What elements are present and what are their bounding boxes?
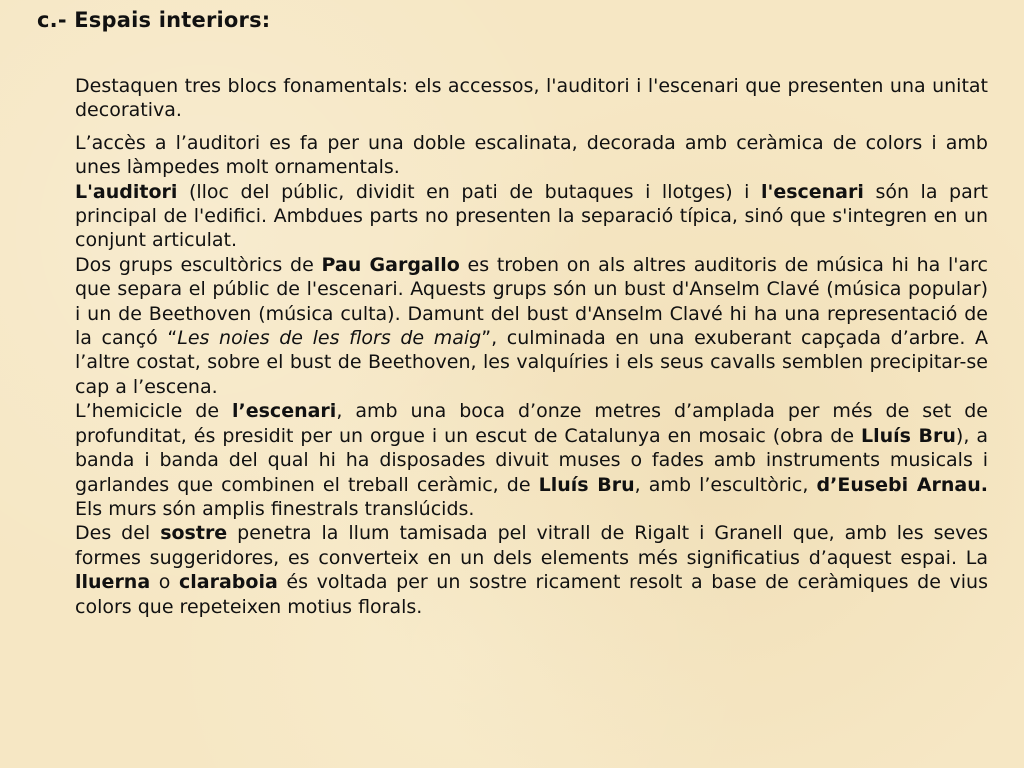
text-span: penetra la llum tamisada pel vitrall de Rigalt i Granell que, amb les seves formes suggeridores, es converteix en un dels elements més significatius d’aquest espai. La <box>75 522 988 569</box>
text-span: , amb una boca d’onze metres d’amplada per més de set de profunditat, és presidit per un orgue i un escut de Catalunya en mosaic (obra de <box>75 400 988 447</box>
text-span: o <box>150 571 179 594</box>
bold-lluis-bru: Lluís Bru <box>861 424 956 447</box>
italic-song-title: Les noies de les flors de maig <box>177 327 482 350</box>
paragraph-sostre <box>75 521 988 619</box>
bold-pau-gargallo: Pau Gargallo <box>321 253 460 276</box>
text-span: ), a banda i banda del qual hi ha disposades divuit muses o fades amb instruments musicals i garlandes que combinen el treball ceràmic, de <box>75 424 988 496</box>
text-span: ”, culminada en una exuberant capçada d’arbre. A l’altre costat, sobre el bust de Beethoven, les valquíries i els seus cavalls semblen precipitar-se cap a l’escena. <box>75 327 989 398</box>
bold-eusebi-arnau: d’Eusebi Arnau. <box>816 473 988 496</box>
bold-escenari-2: l’escenari <box>232 400 337 423</box>
paragraph-acces: L’accès a l’auditori es fa per una doble escalinata, decorada amb ceràmica de colors i amb unes làmpedes molt ornamentals. <box>75 131 988 179</box>
text-span: L’hemicicle de <box>75 400 232 423</box>
text-span: , amb l’escultòric, <box>634 473 817 496</box>
text-span: es troben on als altres auditoris de música hi ha l'arc que separa el públic de l'escenari. Aquests grups són un bust d'Anselm Clavé (música popular) i un de Beethoven (música culta). Damunt del bust d'Anselm Clavé hi ha una representació de la cançó “ <box>75 253 988 350</box>
bold-escenari: l'escenari <box>760 180 864 203</box>
slide-body <box>75 74 988 619</box>
bold-auditori: L'auditori <box>75 180 178 203</box>
bold-lluis-bru-2: Lluís Bru <box>538 473 635 496</box>
slide-title: c.- Espais interiors: <box>37 8 271 32</box>
paragraph-blocs: Destaquen tres blocs fonamentals: els accessos, l'auditori i l'escenari que presenten una unitat decorativa. <box>75 75 988 122</box>
paragraph-hemicicle <box>75 399 988 521</box>
text-span: (lloc del públic, dividit en pati de butaques i llotges) i <box>177 180 761 203</box>
bold-sostre: sostre <box>160 522 228 545</box>
text-span: són la part principal de l'edifici. Ambdues parts no presenten la separació típica, sinó que s'integren en un conjunt articulat. <box>75 180 988 252</box>
paragraph-grups-escultorics <box>75 253 988 399</box>
paragraph-auditori <box>75 180 988 253</box>
text-span: és voltada per un sostre ricament resolt a base de ceràmiques de vius colors que repeteixen motius florals. <box>75 571 988 618</box>
bold-lluerna: lluerna <box>75 571 151 594</box>
text-span: Dos grups escultòrics de <box>75 253 322 276</box>
bold-claraboia: claraboia <box>179 571 278 594</box>
text-span: Des del <box>75 522 161 545</box>
text-span: Els murs són amplis finestrals translúcids. <box>75 497 475 520</box>
